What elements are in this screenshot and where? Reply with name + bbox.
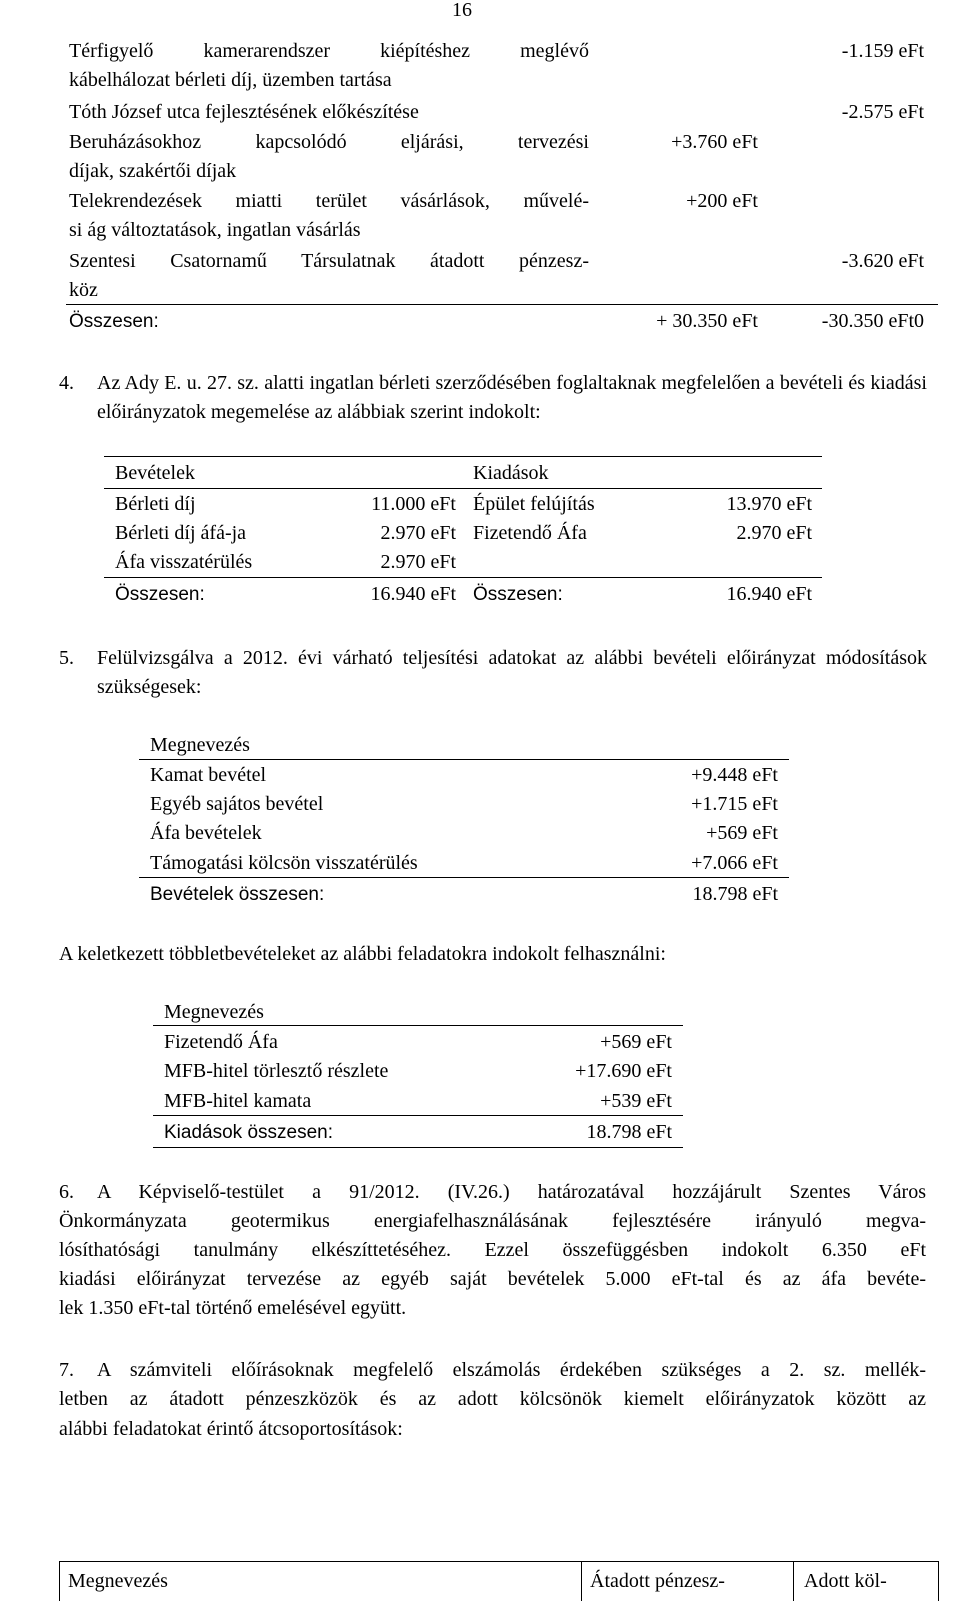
s4-table-total-rule <box>104 577 822 578</box>
section-7-line-3: alábbi feladatokat érintő átcsoportosítások: <box>59 1418 403 1440</box>
s4-row1-ex-value: 13.970 eFt <box>726 493 812 515</box>
s4-total-ex-value: 16.940 eFt <box>726 583 812 605</box>
bottom-table-border-right <box>938 1561 939 1601</box>
section-5-text: Felülvizsgálva a 2012. évi várható teljesítési adatokat az alábbi bevételi előirányzat módosítások szükségesek: <box>97 647 927 698</box>
section-6-number: 6. <box>59 1181 74 1203</box>
section-7-number: 7. <box>59 1359 74 1381</box>
s4-row2-in-value: 2.970 eFt <box>380 522 456 544</box>
section-4-number: 4. <box>59 372 74 394</box>
s5-t1-row3-label: Áfa bevételek <box>150 822 262 844</box>
top-row-4-line-1: Telekrendezések miatti terület vásárlások, művelé- <box>69 190 589 212</box>
section-6-line-4: kiadási előirányzat tervezése az egyéb saját bevételek 5.000 eFt-tal és az áfa bevéte- <box>59 1268 926 1290</box>
bottom-table-col-3: Adott köl- <box>804 1570 887 1592</box>
s5-t2-row1-label: Fizetendő Áfa <box>164 1031 278 1053</box>
section-7-line-1-text: A számviteli előírásoknak megfelelő elszámolás érdekében szükséges a 2. sz. mellék- <box>97 1359 926 1381</box>
s4-total-in-label: Összesen: <box>115 584 205 605</box>
top-row-1-minus: -1.159 eFt <box>841 40 924 62</box>
top-row-4-line-2: si ág változtatások, ingatlan vásárlás <box>69 219 361 241</box>
s5-t1-total-rule <box>139 877 789 878</box>
s5-t2-row2-label: MFB-hitel törlesztő részlete <box>164 1060 389 1082</box>
s5-t1-row4-value: +7.066 eFt <box>691 852 778 874</box>
section-6-line-3: lósíthatósági tanulmány elkészíttetéséhez. Ezzel összefüggésben indokolt 6.350 eFt <box>59 1239 926 1261</box>
s4-total-in-value: 16.940 eFt <box>370 583 456 605</box>
section-5-number: 5. <box>59 647 74 669</box>
section-7-line-1 <box>59 1356 926 1385</box>
s5-t1-row1-label: Kamat bevétel <box>150 764 267 786</box>
s5-t1-total-value: 18.798 eFt <box>692 883 778 905</box>
s5-t1-head-rule <box>139 759 789 760</box>
s5-t2-head-rule <box>153 1025 683 1026</box>
top-row-2-line-1: Tóth József utca fejlesztésének előkészítése <box>69 101 419 123</box>
bottom-table-divider-2 <box>793 1561 794 1601</box>
s4-row2-in-label: Bérleti díj áfá-ja <box>115 522 247 544</box>
s5-t1-row3-value: +569 eFt <box>706 822 778 844</box>
s5-middle-text: A keletkezett többletbevételeket az alábbi feladatokra indokolt felhasználni: <box>59 943 666 965</box>
s4-row2-ex-value: 2.970 eFt <box>736 522 812 544</box>
section-6-line-5: lek 1.350 eFt-tal történő emelésével együtt. <box>59 1297 407 1319</box>
top-row-2-minus: -2.575 eFt <box>841 101 924 123</box>
s5-t2-total-label: Kiadások összesen: <box>164 1122 333 1143</box>
s5-t2-row1-value: +569 eFt <box>600 1031 672 1053</box>
s4-row1-ex-label: Épület felújítás <box>473 493 595 515</box>
section-6-line-1 <box>59 1178 926 1207</box>
s5-t2-header: Megnevezés <box>164 1001 264 1023</box>
s4-head-expense: Kiadások <box>473 462 549 484</box>
s5-t2-row3-label: MFB-hitel kamata <box>164 1090 312 1112</box>
s4-row1-in-value: 11.000 eFt <box>371 493 456 515</box>
top-row-4-plus: +200 eFt <box>686 190 758 212</box>
s4-row3-in-value: 2.970 eFt <box>380 551 456 573</box>
s5-t1-total-label: Bevételek összesen: <box>150 884 325 905</box>
bottom-table-border-left <box>59 1561 60 1601</box>
top-row-5-line-2: köz <box>69 279 98 301</box>
s5-t1-row4-label: Támogatási kölcsön visszatérülés <box>150 852 418 874</box>
section-7-line-2: letben az átadott pénzeszközök és az adott kölcsönök kiemelt előirányzatok között az <box>59 1388 926 1410</box>
bottom-table-col-1: Megnevezés <box>68 1570 168 1592</box>
top-row-3-line-1: Beruházásokhoz kapcsolódó eljárási, tervezési <box>69 131 589 153</box>
section-6-line-1-text: A Képviselő-testület a 91/2012. (IV.26.) határozatával hozzájárult Szentes Város <box>97 1181 926 1203</box>
s5-t2-bottom-rule <box>153 1147 683 1148</box>
s5-t2-row2-value: +17.690 eFt <box>575 1060 672 1082</box>
s4-row1-in-label: Bérleti díj <box>115 493 196 515</box>
s5-t1-header: Megnevezés <box>150 734 250 756</box>
top-table-divider <box>66 304 938 305</box>
bottom-table-divider-1 <box>581 1561 582 1601</box>
s4-head-income: Bevételek <box>115 462 195 484</box>
s4-table-head-rule <box>104 488 822 489</box>
top-total-label: Összesen: <box>69 311 159 332</box>
s4-table-top-rule <box>104 456 822 457</box>
bottom-table-col-2: Átadott pénzesz- <box>590 1570 725 1592</box>
s5-t2-total-value: 18.798 eFt <box>586 1121 672 1143</box>
top-row-5-minus: -3.620 eFt <box>841 250 924 272</box>
top-row-1-line-2: kábelhálozat bérleti díj, üzemben tartása <box>69 69 392 91</box>
s5-t1-row2-label: Egyéb sajátos bevétel <box>150 793 324 815</box>
section-4-text: Az Ady E. u. 27. sz. alatti ingatlan bérleti szerződésében foglaltaknak megfelelően a bevételi és kiadási előirányzatok megemelése az alábbiak szerint indokolt: <box>97 372 927 423</box>
s5-t1-row2-value: +1.715 eFt <box>691 793 778 815</box>
s5-t2-total-rule <box>153 1115 683 1116</box>
page-number: 16 <box>452 0 472 21</box>
top-row-3-line-2: díjak, szakértői díjak <box>69 160 237 182</box>
top-row-3-plus: +3.760 eFt <box>671 131 758 153</box>
top-total-minus: -30.350 eFt0 <box>821 310 924 332</box>
section-6-line-2: Önkormányzata geotermikus energiafelhasználásának fejlesztésére irányuló megva- <box>59 1210 926 1232</box>
s4-row2-ex-label: Fizetendő Áfa <box>473 522 587 544</box>
s5-t1-row1-value: +9.448 eFt <box>691 764 778 786</box>
s4-row3-in-label: Áfa visszatérülés <box>115 551 253 573</box>
bottom-table-top-rule <box>59 1561 939 1562</box>
top-row-5-line-1: Szentesi Csatornamű Társulatnak átadott pénzesz- <box>69 250 589 272</box>
s4-total-ex-label: Összesen: <box>473 584 563 605</box>
s5-t2-row3-value: +539 eFt <box>600 1090 672 1112</box>
top-row-1-line-1: Térfigyelő kamerarendszer kiépítéshez meglévő <box>69 40 589 62</box>
top-total-plus: + 30.350 eFt <box>656 310 758 332</box>
